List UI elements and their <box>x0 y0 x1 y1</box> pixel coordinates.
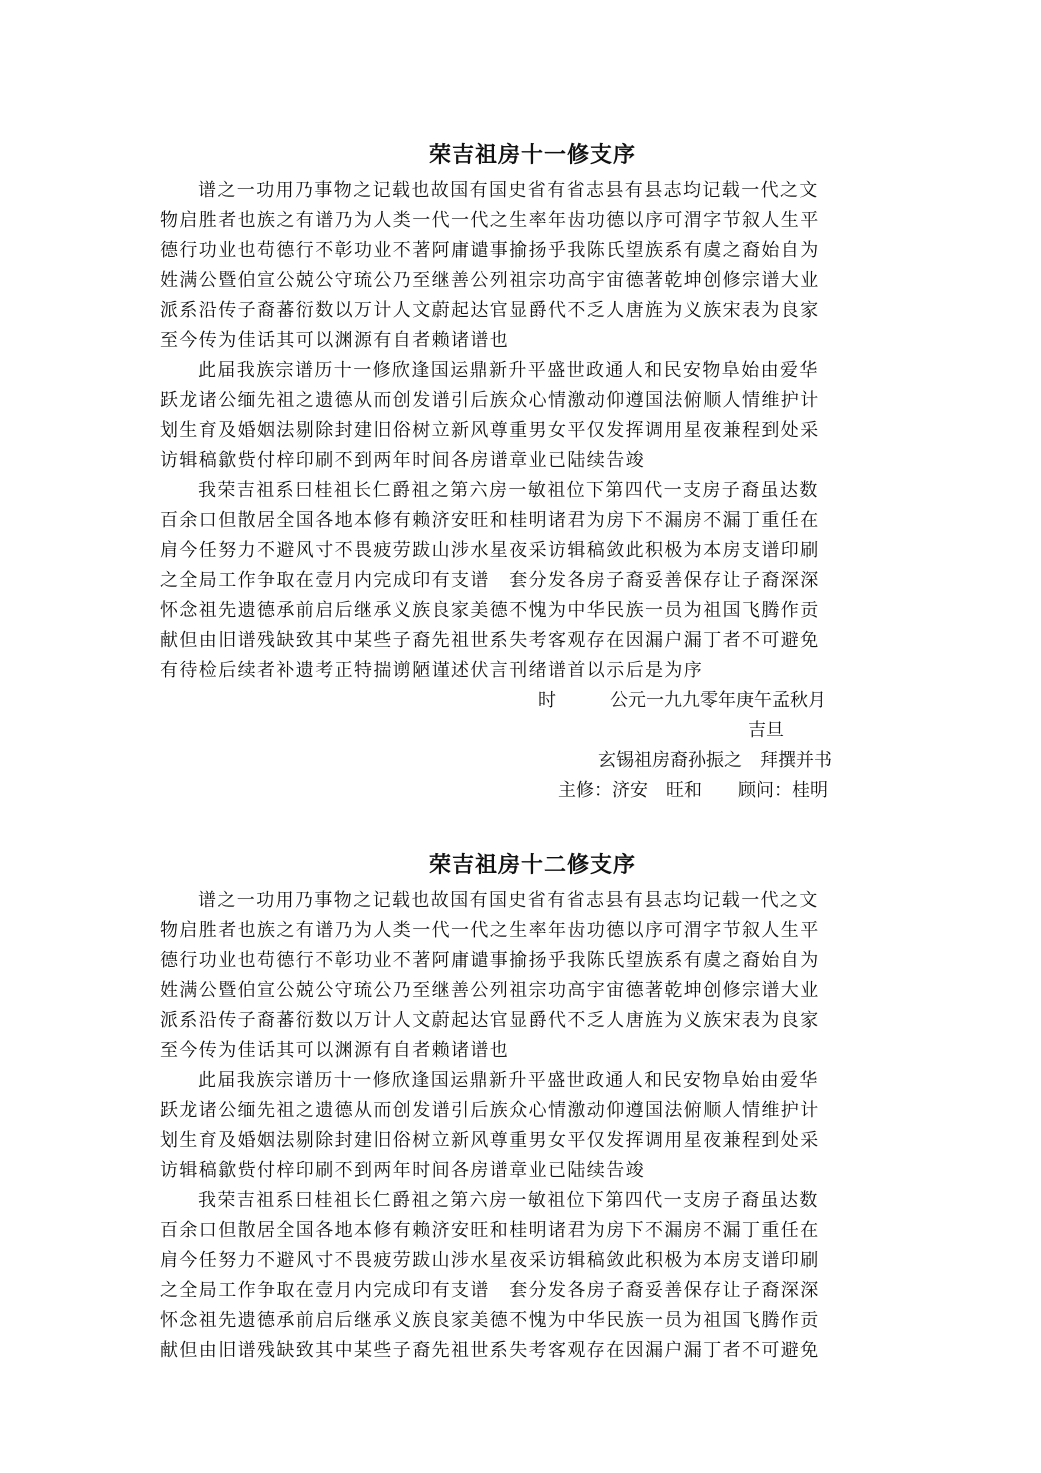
text-line: 肩今任努力不避风寸不畏疲劳跋山涉水星夜采访辑稿敛此积极为本房支谱印刷 <box>160 1250 820 1271</box>
text-line: 此届我族宗谱历十一修欣逢国运鼎新升平盛世政通人和民安物阜始由爱华 <box>198 1070 819 1091</box>
text-line: 有待检后续者补遗考正特揣谫陋谨述伏言刊绪谱首以示后是为序 <box>160 660 704 681</box>
text-line: 肩今任努力不避风寸不畏疲劳跋山涉水星夜采访辑稿敛此积极为本房支谱印刷 <box>160 540 820 561</box>
text-line: 访辑稿歙赀付梓印刷不到两年时间各房谱章业已陆续告竣 <box>160 1160 645 1181</box>
text-line: 姓满公暨伯宣公兢公守琉公乃至继善公列祖宗功高宇宙德著乾坤创修宗谱大业 <box>160 270 820 291</box>
text-line: 划生育及婚姻法剔除封建旧俗树立新风尊重男女平仅发挥调用星夜兼程到处采 <box>160 1130 820 1151</box>
text-line: 德行功业也苟德行不彰功业不著阿庸谴事揄扬乎我陈氏望族系有虞之裔始自为 <box>160 950 820 971</box>
section-title: 荣吉祖房十二修支序 <box>428 852 636 878</box>
text-line: 至今传为佳话其可以渊源有自者赖诸谱也 <box>160 330 510 351</box>
text-line: 献但由旧谱残缺致其中某些子裔先祖世系失考客观存在因漏户漏丁者不可避免 <box>160 1340 820 1361</box>
preface-section-12 <box>160 850 885 1366</box>
text-line: 之全局工作争取在壹月内完成印有支谱 套分发各房子裔妥善保存让子裔深深 <box>160 1280 820 1301</box>
text-line: 跃龙诸公缅先祖之遗德从而创发谱引后族众心情激动仰遵国法俯顺人情维护计 <box>160 390 820 411</box>
text-line: 我荣吉祖系曰桂祖长仁爵祖之第六房一敏祖位下第四代一支房子裔虽达数 <box>198 480 819 501</box>
text-line: 此届我族宗谱历十一修欣逢国运鼎新升平盛世政通人和民安物阜始由爱华 <box>198 360 819 381</box>
auspicious-day: 吉旦 <box>748 720 784 741</box>
text-line: 至今传为佳话其可以渊源有自者赖诸谱也 <box>160 1040 510 1061</box>
text-line: 之全局工作争取在壹月内完成印有支谱 套分发各房子裔妥善保存让子裔深深 <box>160 570 820 591</box>
author-line: 玄锡祖房裔孙振之 拜撰并书 <box>598 750 832 771</box>
text-line: 谱之一功用乃事物之记载也故国有国史省有省志县有县志均记载一代之文 <box>198 180 819 201</box>
section-title: 荣吉祖房十一修支序 <box>428 142 636 168</box>
text-line: 谱之一功用乃事物之记载也故国有国史省有省志县有县志均记载一代之文 <box>198 890 819 911</box>
text-line: 物启胜者也族之有谱乃为人类一代一代之生率年齿功德以序可渭字节叙人生平 <box>160 210 820 231</box>
text-line: 访辑稿歙赀付梓印刷不到两年时间各房谱章业已陆续告竣 <box>160 450 645 471</box>
text-line: 献但由旧谱残缺致其中某些子裔先祖世系失考客观存在因漏户漏丁者不可避免 <box>160 630 820 651</box>
preface-section-11 <box>160 140 885 806</box>
text-line: 划生育及婚姻法剔除封建旧俗树立新风尊重男女平仅发挥调用星夜兼程到处采 <box>160 420 820 441</box>
preface-body <box>160 886 885 1366</box>
text-line: 怀念祖先遗德承前启后继承义族良家美德不愧为中华民族一员为祖国飞腾作贡 <box>160 1310 820 1331</box>
text-line: 百余口但散居全国各地本修有赖济安旺和桂明诸君为房下不漏房不漏丁重任在 <box>160 510 820 531</box>
editors-line: 主修：济安 旺和 顾问：桂明 <box>558 780 828 801</box>
text-line: 怀念祖先遗德承前启后继承义族良家美德不愧为中华民族一员为祖国飞腾作贡 <box>160 600 820 621</box>
text-line: 我荣吉祖系曰桂祖长仁爵祖之第六房一敏祖位下第四代一支房子裔虽达数 <box>198 1190 819 1211</box>
text-line: 德行功业也苟德行不彰功业不著阿庸谴事揄扬乎我陈氏望族系有虞之裔始自为 <box>160 240 820 261</box>
date-line: 时 公元一九九零年庚午孟秋月 <box>538 690 826 711</box>
signature-block <box>160 686 885 806</box>
text-line: 跃龙诸公缅先祖之遗德从而创发谱引后族众心情激动仰遵国法俯顺人情维护计 <box>160 1100 820 1121</box>
text-line: 派系沿传子裔蕃衍数以万计人文蔚起达官显爵代不乏人唐旌为义族宋表为良家 <box>160 1010 820 1031</box>
text-line: 百余口但散居全国各地本修有赖济安旺和桂明诸君为房下不漏房不漏丁重任在 <box>160 1220 820 1241</box>
text-line: 姓满公暨伯宣公兢公守琉公乃至继善公列祖宗功高宇宙德著乾坤创修宗谱大业 <box>160 980 820 1001</box>
text-line: 物启胜者也族之有谱乃为人类一代一代之生率年齿功德以序可渭字节叙人生平 <box>160 920 820 941</box>
preface-body <box>160 176 885 686</box>
text-line: 派系沿传子裔蕃衍数以万计人文蔚起达官显爵代不乏人唐旌为义族宋表为良家 <box>160 300 820 321</box>
